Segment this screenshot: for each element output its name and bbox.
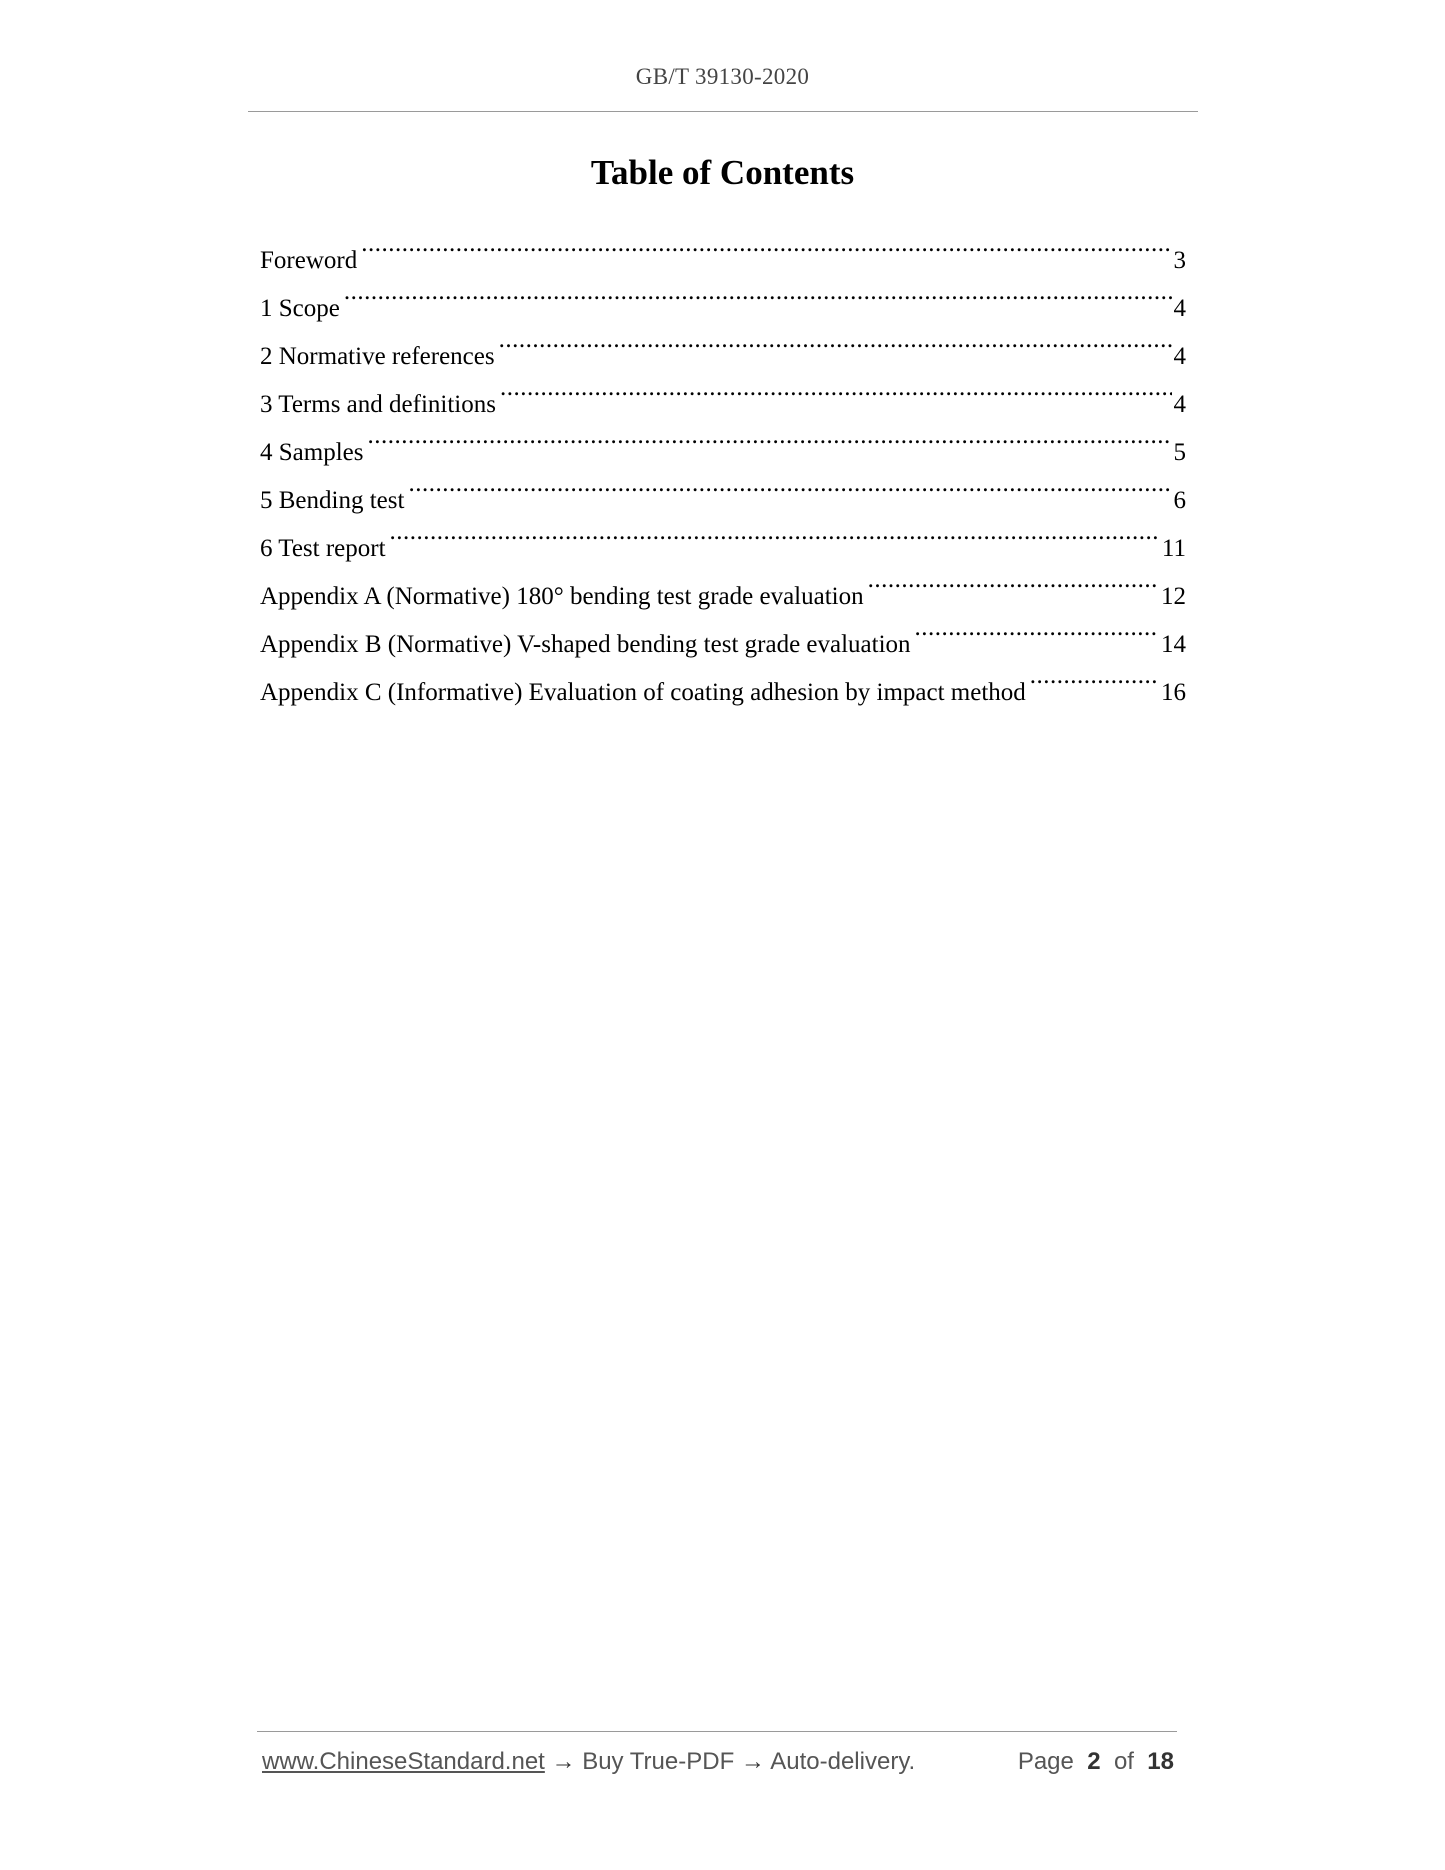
toc-entry-label: Appendix C (Informative) Evaluation of coating adhesion by impact method xyxy=(260,679,1026,706)
toc-entry-page: 4 xyxy=(1173,343,1186,370)
toc-leader-dots xyxy=(344,268,1172,316)
toc-leader-dots xyxy=(1030,652,1159,700)
running-header: GB/T 39130-2020 xyxy=(635,64,810,89)
toc-leader-dots xyxy=(499,316,1172,364)
toc-entry-page: 12 xyxy=(1161,583,1186,610)
buy-text: Buy True-PDF xyxy=(582,1748,735,1775)
arrow-right-icon: → xyxy=(551,1748,576,1775)
page-of-label: of xyxy=(1113,1748,1134,1775)
footer-divider xyxy=(257,1731,1177,1732)
toc-entry-normative-references[interactable] xyxy=(260,316,1186,370)
toc-entry-scope[interactable] xyxy=(260,268,1186,322)
toc-entry-label: 6 Test report xyxy=(260,535,386,562)
toc-title: Table of Contents xyxy=(590,153,855,192)
toc-entry-samples[interactable] xyxy=(260,412,1186,466)
arrow-right-icon: → xyxy=(740,1748,765,1775)
toc-entry-appendix-a[interactable] xyxy=(260,556,1186,610)
toc-entry-page: 4 xyxy=(1173,295,1186,322)
page-footer xyxy=(262,1748,1177,1776)
toc-leader-dots xyxy=(408,460,1171,508)
toc-leader-dots xyxy=(367,412,1171,460)
toc-entry-page: 4 xyxy=(1173,391,1186,418)
toc-entry-page: 14 xyxy=(1161,631,1186,658)
toc-entry-bending-test[interactable] xyxy=(260,460,1186,514)
toc-leader-dots xyxy=(868,556,1159,604)
page-current: 2 xyxy=(1087,1748,1101,1775)
toc-entry-label: Appendix A (Normative) 180° bending test grade evaluation xyxy=(260,583,864,610)
toc-entry-page: 6 xyxy=(1173,487,1186,514)
toc-entry-page: 3 xyxy=(1173,247,1186,274)
toc-entry-page: 5 xyxy=(1173,439,1186,466)
toc-entry-label: 2 Normative references xyxy=(260,343,495,370)
page-total: 18 xyxy=(1147,1748,1174,1775)
toc-entry-label: 1 Scope xyxy=(260,295,340,322)
toc-entry-label: 4 Samples xyxy=(260,439,364,466)
toc-entry-test-report[interactable] xyxy=(260,508,1186,562)
page-label: Page xyxy=(1017,1748,1074,1775)
page-indicator xyxy=(1018,1748,1174,1776)
site-link[interactable]: www.ChineseStandard.net xyxy=(262,1748,545,1775)
delivery-text: Auto-delivery. xyxy=(770,1748,916,1775)
toc-leader-dots xyxy=(361,220,1171,268)
toc-entry-label: 3 Terms and definitions xyxy=(260,391,496,418)
toc-entry-page: 11 xyxy=(1161,535,1186,562)
toc-leader-dots xyxy=(915,604,1159,652)
toc-entry-label: Appendix B (Normative) V-shaped bending test grade evaluation xyxy=(260,631,911,658)
toc-leader-dots xyxy=(500,364,1172,412)
toc-list xyxy=(260,220,1186,706)
header-divider xyxy=(248,111,1198,112)
toc-leader-dots xyxy=(390,508,1160,556)
toc-entry-label: 5 Bending test xyxy=(260,487,405,514)
toc-entry-foreword[interactable] xyxy=(260,220,1186,274)
toc-entry-page: 16 xyxy=(1161,679,1186,706)
toc-entry-label: Foreword xyxy=(260,247,358,274)
